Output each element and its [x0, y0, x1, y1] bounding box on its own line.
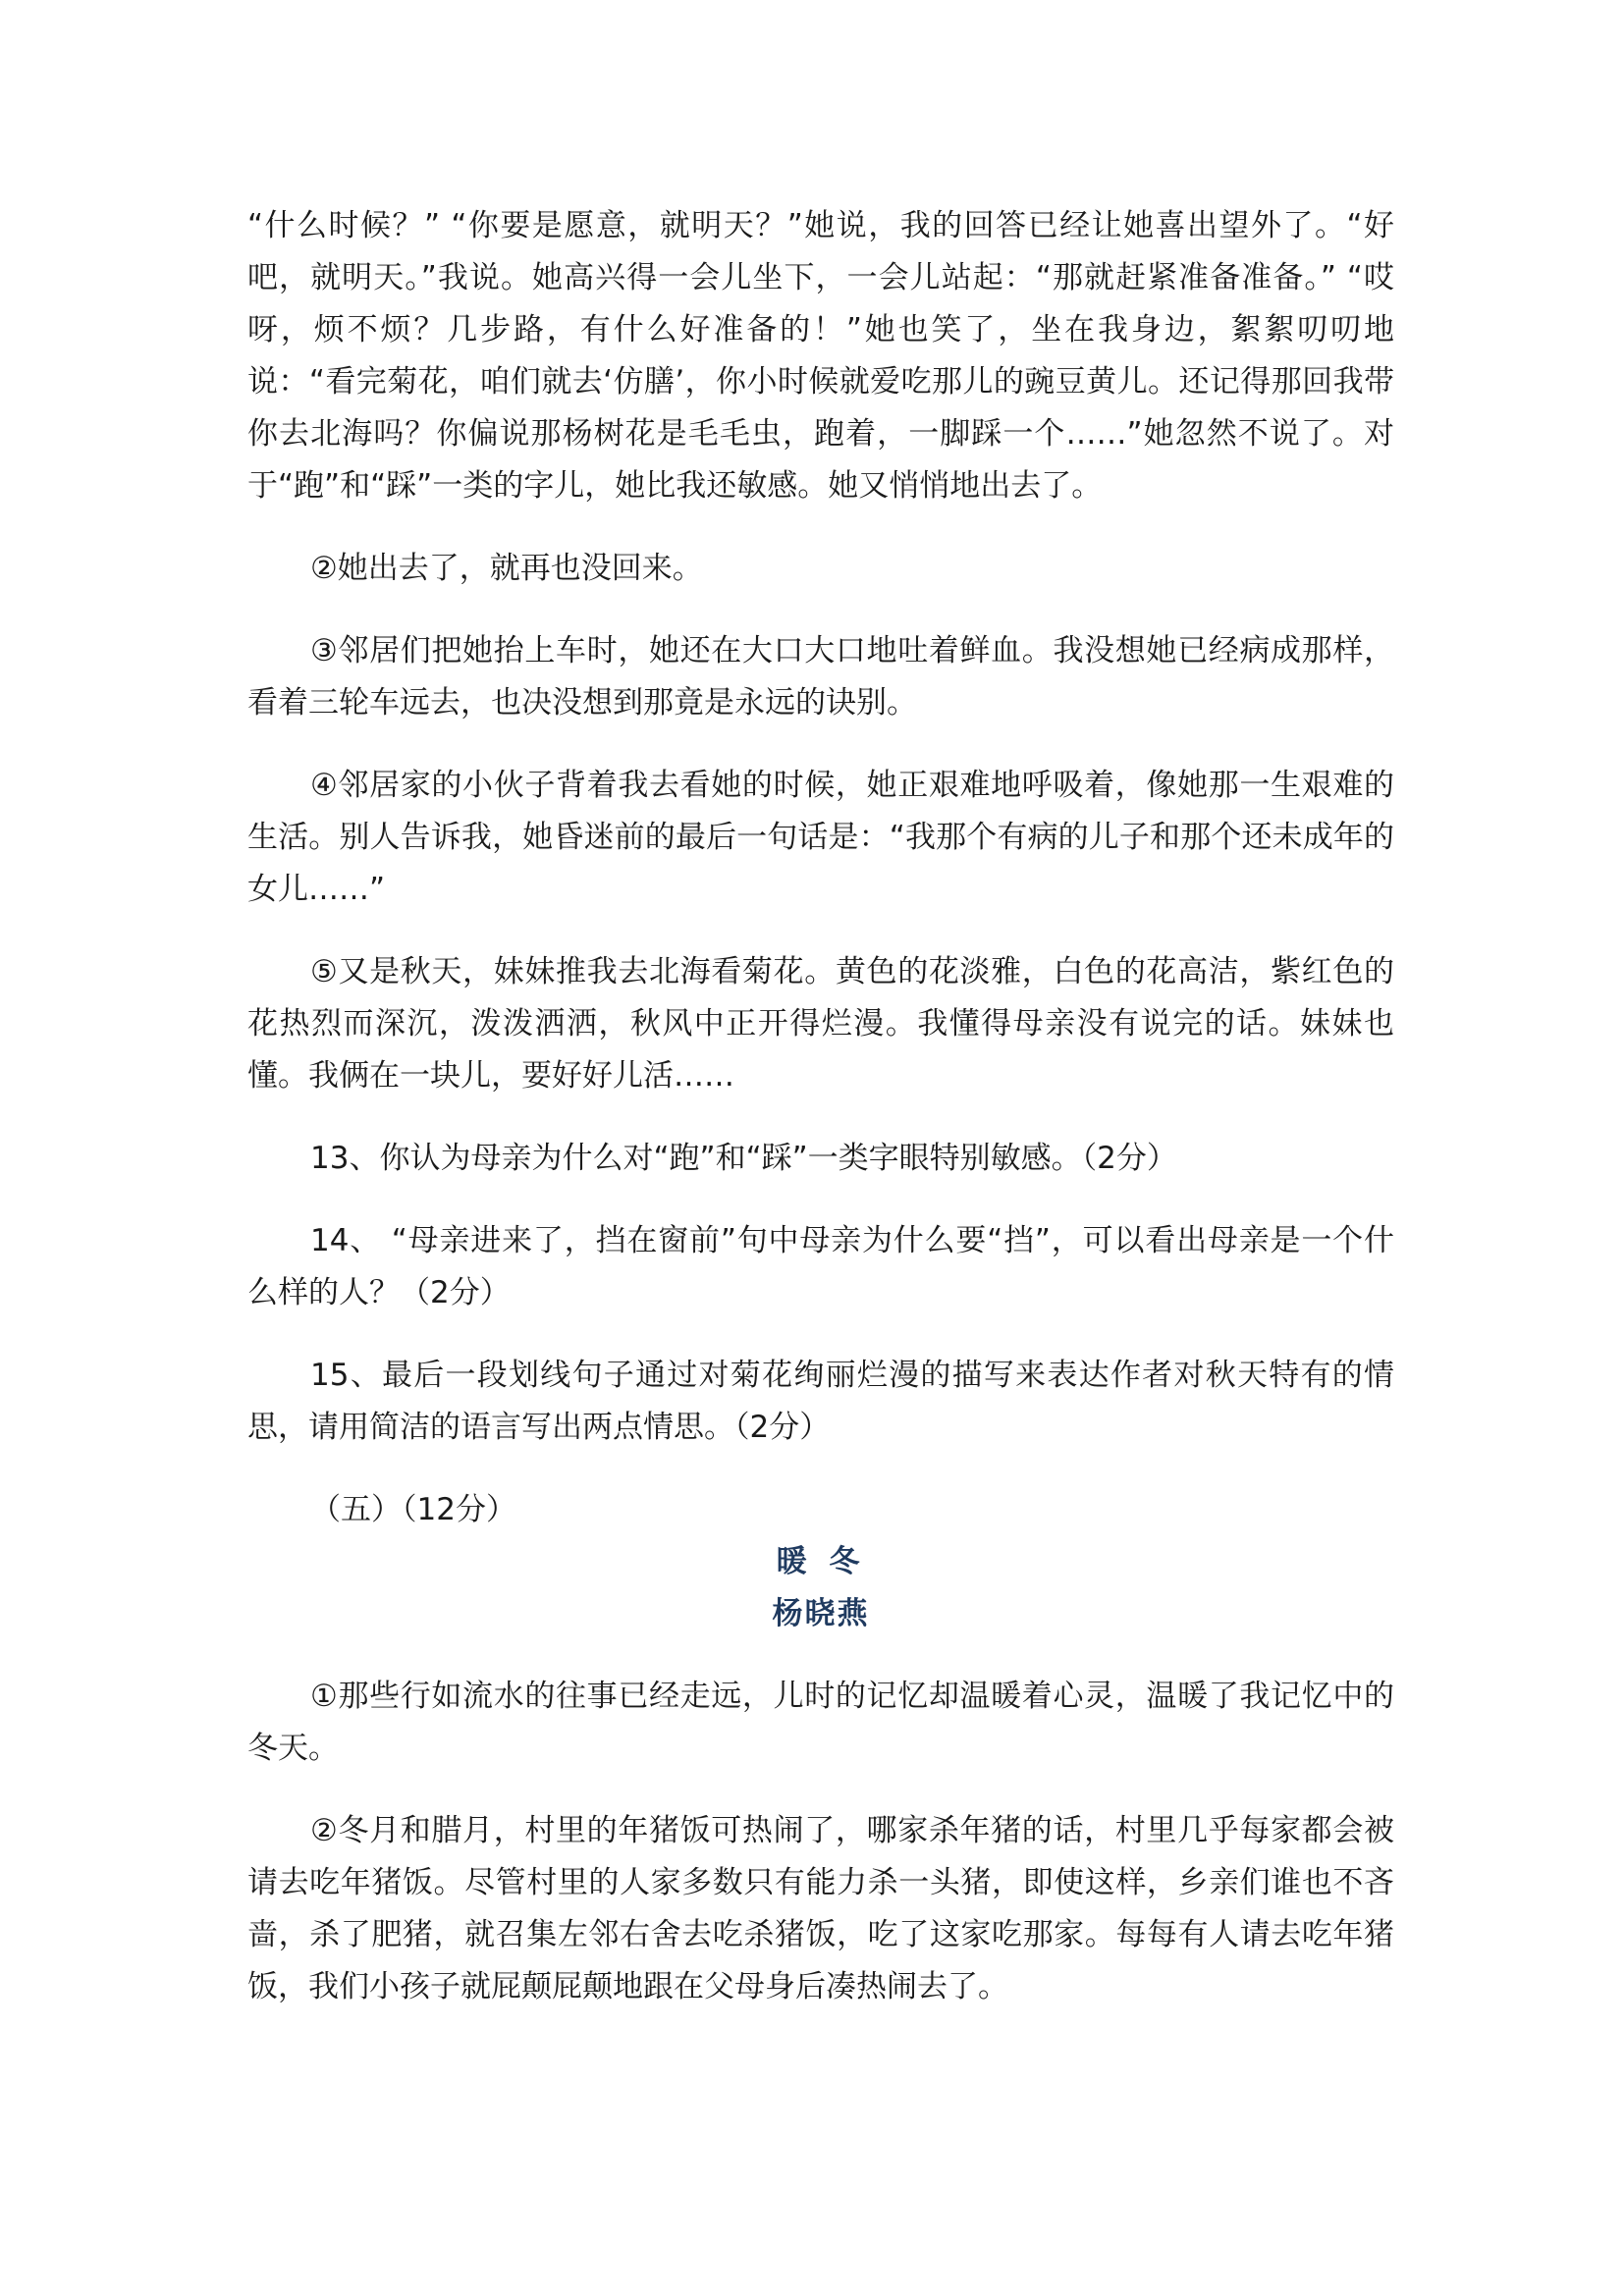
- section-five-label: （五）（12分）: [310, 1492, 516, 1527]
- passage-paragraph-3: ③邻居们把她抬上车时，她还在大口大口地吐着鲜血。我没想她已经病成那样，看着三轮车远去，也决没想到那竟是永远的诀别。: [247, 633, 1394, 721]
- question-14: 14、 “母亲进来了，挡在窗前”句中母亲为什么要“挡”，可以看出母亲是一个什么样的人？（2分）: [247, 1223, 1394, 1310]
- question-15: 15、最后一段划线句子通过对菊花绚丽烂漫的描写来表达作者对秋天特有的情思，请用简洁的语言写出两点情思。（2分）: [247, 1358, 1394, 1445]
- passage-paragraph-4: ④邻居家的小伙子背着我去看她的时候，她正艰难地呼吸着，像她那一生艰难的生活。别人告诉我，她昏迷前的最后一句话是：“我那个有病的儿子和那个还未成年的女儿……”: [247, 768, 1394, 907]
- article-author: 杨晓燕: [772, 1596, 870, 1631]
- passage-paragraph-intro: “什么时候？” “你要是愿意，就明天？”她说，我的回答已经让她喜出望外了。“好吧，就明天。”我说。她高兴得一会儿坐下，一会儿站起：“那就赶紧准备准备。” “哎呀，烦不烦？几步路，有什么好准备的！”她也笑了，坐在我身边，絮絮叨叨地说：“看完菊花，咱们就去‘仿膳’，你小时候就爱吃那儿的豌豆黄儿。还记得那回我带你去北海吗？你偏说那杨树花是毛毛虫，跑着，一脚踩一个……”她忽然不说了。对于“跑”和“踩”一类的字儿，她比我还敏感。她又悄悄地出去了。: [247, 208, 1394, 504]
- passage-paragraph-2: ②她出去了，就再也没回来。: [310, 551, 703, 586]
- article-paragraph-2: ②冬月和腊月，村里的年猪饭可热闹了，哪家杀年猪的话，村里几乎每家都会被请去吃年猪饭。尽管村里的人家多数只有能力杀一头猪，即使这样，乡亲们谁也不吝啬，杀了肥猪，就召集左邻右舍去吃杀猪饭，吃了这家吃那家。每每有人请去吃年猪饭，我们小孩子就屁颠屁颠地跟在父母身后凑热闹去了。: [247, 1813, 1394, 2004]
- article-paragraph-1: ①那些行如流水的往事已经走远，儿时的记忆却温暖着心灵，温暖了我记忆中的冬天。: [247, 1679, 1394, 1766]
- passage-paragraph-5: ⑤又是秋天，妹妹推我去北海看菊花。黄色的花淡雅，白色的花高洁，紫红色的花热烈而深沉，泼泼洒洒，秋风中正开得烂漫。我懂得母亲没有说完的话。妹妹也懂。我俩在一块儿，要好好儿活……: [247, 954, 1394, 1094]
- article-title: 暖 冬: [776, 1544, 866, 1579]
- question-13: 13、你认为母亲为什么对“跑”和“踩”一类字眼特别敏感。（2分）: [310, 1141, 1177, 1176]
- page-content: [247, 200, 1394, 2013]
